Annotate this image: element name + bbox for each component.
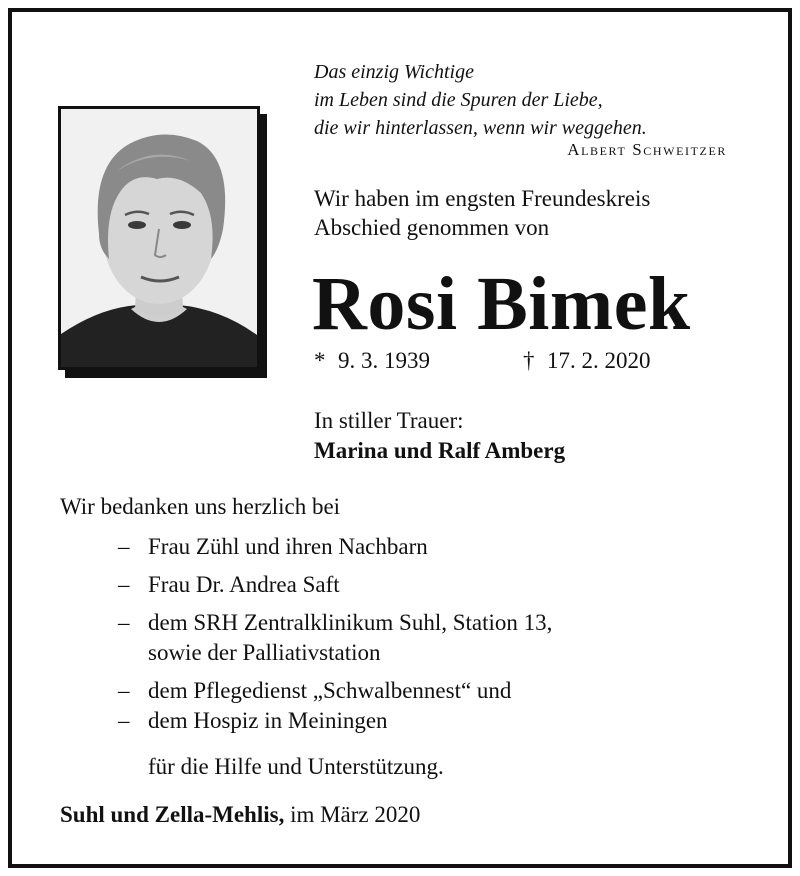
list-item-text: dem Pflegedienst „Schwalbennest“ und: [148, 678, 512, 703]
deceased-name: Rosi Bimek: [312, 262, 691, 346]
quote-author: Albert Schweitzer: [567, 140, 727, 159]
thanks-intro: Wir bedanken uns herzlich bei: [60, 494, 341, 519]
list-item: [118, 608, 738, 638]
death-date: 17. 2. 2020: [547, 348, 651, 373]
life-dates: [314, 346, 651, 376]
birth-symbol: *: [314, 348, 326, 373]
list-item-text: Frau Zühl und ihren Nachbarn: [148, 534, 428, 559]
mourners-names: Marina und Ralf Amberg: [314, 438, 566, 463]
list-item-text: dem SRH Zentralklinikum Suhl, Station 13,: [148, 610, 553, 635]
list-item: [118, 532, 738, 562]
dash: –: [118, 678, 130, 703]
dash: –: [118, 708, 130, 733]
thanks-closing: für die Hilfe und Unterstützung.: [148, 754, 444, 779]
quote-line: die wir hinterlassen, wenn wir weggehen.: [314, 117, 647, 139]
dash: –: [118, 534, 130, 559]
dash: –: [118, 572, 130, 597]
quote: [314, 58, 734, 142]
thanks-list: [118, 532, 738, 736]
portrait-frame: [58, 106, 260, 370]
intro-text: [314, 184, 754, 242]
list-item: [118, 570, 738, 600]
intro-line: Abschied genommen von: [314, 215, 550, 240]
intro-line: Wir haben im engsten Freundeskreis: [314, 186, 651, 211]
mourning-label: In stiller Trauer:: [314, 408, 464, 433]
portrait-image: [61, 109, 257, 367]
list-item-text: Frau Dr. Andrea Saft: [148, 572, 340, 597]
death-symbol: †: [523, 348, 535, 373]
footer-date: im März 2020: [290, 802, 421, 827]
birth-date: 9. 3. 1939: [338, 348, 430, 373]
quote-line: Das einzig Wichtige: [314, 61, 474, 83]
list-item: [118, 676, 738, 706]
list-item-text: sowie der Palliativstation: [148, 640, 381, 665]
portrait-photo: [58, 106, 260, 370]
list-item-continuation: [118, 638, 738, 668]
footer-line: [60, 800, 420, 830]
list-item: [118, 706, 738, 736]
quote-line: im Leben sind die Spuren der Liebe,: [314, 89, 603, 111]
dash: –: [118, 610, 130, 635]
footer-place: Suhl und Zella-Mehlis,: [60, 802, 285, 827]
death-block: [523, 346, 651, 376]
list-item-text: dem Hospiz in Meiningen: [148, 708, 388, 733]
